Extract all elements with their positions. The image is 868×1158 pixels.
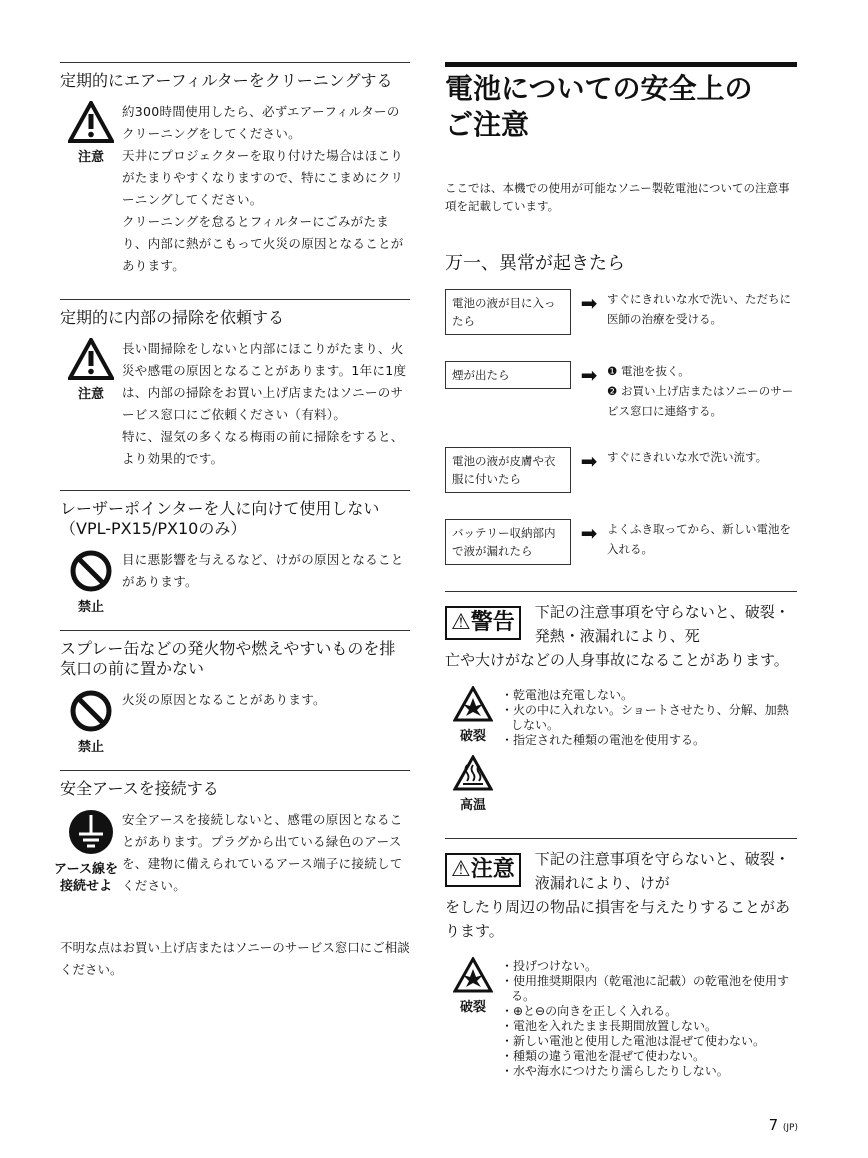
title-line: ご注意 — [445, 108, 530, 141]
section-title: 定期的にエアーフィルターをクリーニングする — [60, 71, 393, 90]
icon-caption: 破裂 — [459, 1000, 486, 1015]
paragraph: クリーニングを怠るとフィルターにごみがたまり、内部に熱がこもって火災の原因となることがあります。 — [122, 214, 404, 273]
arrow-right-icon: ➡ — [580, 291, 598, 315]
section-air-filter — [60, 62, 410, 277]
left-column — [54, 62, 410, 981]
explosion-warning-icon — [453, 686, 493, 722]
list-item: ・水や海水につけたり濡らしたりしない。 — [501, 1064, 729, 1078]
list-item: ・種類の違う電池を混ぜて使わない。 — [501, 1049, 706, 1063]
arrow-right-icon: ➡ — [580, 521, 598, 545]
flow-action: すぐにきれいな水で洗い流す。 — [607, 450, 768, 464]
list-item: ・⊕と⊖の向きを正しく入れる。 — [501, 1004, 678, 1018]
section-title: 安全アースを接続する — [60, 779, 219, 798]
section-internal-cleaning — [60, 299, 410, 470]
icon-caption: 注意 — [77, 150, 104, 165]
flow-row — [445, 447, 797, 493]
caution-continued: をしたり周辺の物品に損害を与えたりすることがあります。 — [445, 898, 791, 940]
page-number-value: 7 — [768, 1116, 779, 1134]
warning-badge — [445, 606, 521, 640]
section-title: 定期的に内部の掃除を依頼する — [60, 308, 285, 327]
emergency-flow — [445, 289, 797, 565]
section-title: スプレー缶などの発火物や燃えやすいものを排気口の前に置かない — [60, 639, 396, 678]
high-temperature-icon — [453, 755, 493, 791]
paragraph: 火災の原因となることがあります。 — [122, 692, 326, 707]
intro-text: ここでは、本機での使用が可能なソニー製乾電池についての注意事項を記載しています。 — [445, 181, 790, 213]
arrow-right-icon: ➡ — [580, 363, 598, 387]
prohibition-icon — [69, 689, 113, 733]
list-item: ・指定された種類の電池を使用する。 — [501, 733, 706, 747]
page-number — [769, 1116, 798, 1134]
list-item: ・新しい電池と使用した電池は混ぜて使わない。 — [501, 1034, 766, 1048]
paragraph: 目に悪影響を与えるなど、けがの原因となることがあります。 — [122, 552, 404, 589]
caution-badge — [445, 853, 521, 887]
paragraph: 安全アースを接続しないと、感電の原因となることがあります。プラグから出ている緑色のアースを、建物に備えられているアース端子に接続してください。 — [122, 812, 403, 893]
flow-row — [445, 361, 797, 421]
icon-caption: アース線を接続せよ — [54, 862, 118, 894]
icon-caption: 高温 — [459, 798, 486, 813]
explosion-warning-icon — [453, 957, 493, 993]
warning-list — [501, 686, 797, 814]
icon-caption: 破裂 — [459, 729, 486, 744]
right-column — [445, 62, 797, 1079]
section-spray-can — [60, 630, 410, 756]
paragraph: 長い間掃除をしないと内部にほこりがたまり、火災や感電の原因となることがあります。1年に1度は、内部の掃除をお買い上げ店またはソニーのサービス窓口にご依頼ください（有料）。 — [122, 341, 407, 422]
caution-triangle-icon — [68, 101, 114, 143]
section-title: レーザーポインターを人に向けて使用しない（VPL-PX15/PX10のみ） — [60, 499, 380, 538]
caution-triangle-icon — [68, 338, 114, 380]
list-item: ・乾電池は充電しない。 — [501, 688, 634, 702]
warning-block — [445, 591, 797, 814]
list-item: ・使用推奨期限内（乾電池に記載）の乾電池を使用する。 — [501, 974, 790, 1003]
flow-condition: バッテリー収納部内で液が漏れたら — [445, 519, 571, 565]
icon-caption: 注意 — [77, 387, 104, 402]
page-title — [445, 62, 797, 143]
warning-continued: 亡や大けがなどの人身事故になることがあります。 — [445, 651, 789, 669]
caution-list — [501, 957, 797, 1079]
flow-action: ❶ 電池を抜く。 ❷ お買い上げ店またはソニーのサービス窓口に連絡する。 — [607, 364, 794, 418]
paragraph: 天井にプロジェクターを取り付けた場合はほこりがたまりやすくなりますので、特にこまめにクリーニングしてください。 — [122, 148, 404, 207]
flow-row — [445, 289, 797, 335]
caution-block — [445, 838, 797, 1079]
arrow-right-icon: ➡ — [580, 449, 598, 473]
icon-caption: 禁止 — [77, 600, 104, 615]
flow-action: よくふき取ってから、新しい電池を入れる。 — [607, 522, 791, 556]
section-heading: 万一、異常が起きたら — [445, 253, 625, 274]
prohibition-icon — [69, 549, 113, 593]
flow-action: すぐにきれいな水で洗い、ただちに医師の治療を受ける。 — [607, 292, 791, 326]
icon-caption: 禁止 — [77, 740, 104, 755]
list-item: ・火の中に入れない。ショートさせたり、分解、加熱しない。 — [501, 703, 789, 732]
flow-condition: 煙が出たら — [445, 361, 571, 389]
page-number-suffix: (JP) — [782, 1123, 798, 1133]
footer-note: 不明な点はお買い上げ店またはソニーのサービス窓口にご相談ください。 — [60, 940, 410, 977]
warning-lead: 下記の注意事項を守らないと、破裂・発熱・液漏れにより、死 — [534, 603, 790, 645]
flow-row — [445, 519, 797, 565]
flow-condition: 電池の液が目に入ったら — [445, 289, 571, 335]
badge-label: 警告 — [470, 610, 515, 635]
caution-lead: 下記の注意事項を守らないと、破裂・液漏れにより、けが — [534, 850, 790, 892]
warning-triangle-icon: ⚠ — [451, 610, 471, 635]
warning-triangle-icon: ⚠ — [451, 857, 471, 882]
title-line: 電池についての安全上の — [445, 72, 753, 105]
list-item: ・投げつけない。 — [501, 959, 598, 973]
paragraph: 約300時間使用したら、必ずエアーフィルターのクリーニングをしてください。 — [122, 104, 400, 141]
paragraph: 特に、湿気の多くなる梅雨の前に掃除をすると、より効果的です。 — [122, 429, 404, 466]
badge-label: 注意 — [470, 857, 515, 882]
ground-icon — [68, 809, 114, 855]
section-laser-pointer — [60, 490, 410, 616]
flow-condition: 電池の液が皮膚や衣服に付いたら — [445, 447, 571, 493]
section-ground — [54, 770, 410, 897]
list-item: ・電池を入れたまま長期間放置しない。 — [501, 1019, 718, 1033]
